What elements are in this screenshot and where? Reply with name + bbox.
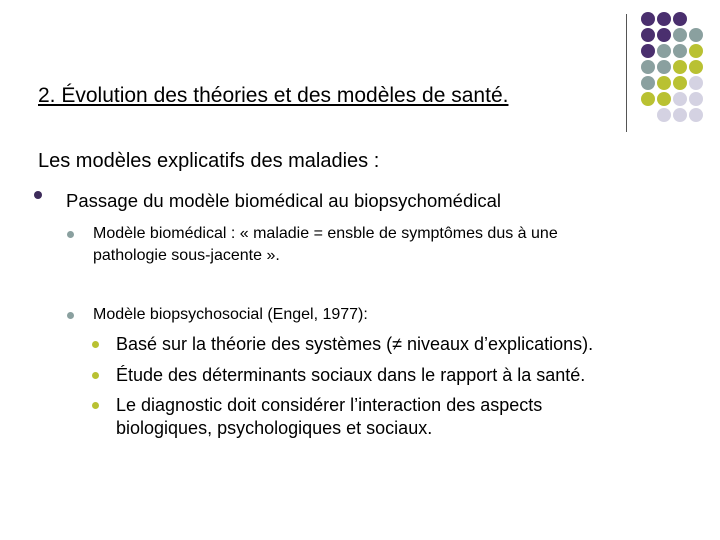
sub-bullet-text [93, 223, 558, 267]
decorative-dot [641, 60, 655, 74]
decorative-dot [689, 76, 703, 90]
slide-title: 2. Évolution des théories et des modèles de santé. [38, 84, 509, 107]
decorative-dot [673, 44, 687, 58]
slide-subtitle: Les modèles explicatifs des maladies : [38, 150, 380, 172]
decorative-dot [689, 92, 703, 106]
decorative-dot [657, 44, 671, 58]
sub-bullet-line: pathologie sous-jacente ». [93, 247, 280, 264]
sub-sub-bullet-dot [92, 402, 99, 409]
decorative-dot [689, 108, 703, 122]
decorative-dot [641, 28, 655, 42]
sub-bullet-line: Modèle biomédical : « maladie = ensble de symptômes dus à une [93, 225, 558, 242]
decorative-dot [689, 60, 703, 74]
decorative-dot [657, 12, 671, 26]
sub-bullet-dot [67, 312, 74, 319]
decorative-dot [641, 44, 655, 58]
sub-bullet-dot [67, 231, 74, 238]
decorative-dot [657, 76, 671, 90]
decorative-dot [641, 92, 655, 106]
decorative-divider [626, 14, 627, 132]
sub-sub-bullet-text: Étude des déterminants sociaux dans le rapport à la santé. [116, 365, 586, 385]
sub-sub-bullet-line: Le diagnostic doit considérer l’interaction des aspects [116, 395, 543, 415]
decorative-dot [673, 108, 687, 122]
bullet-text: Passage du modèle biomédical au biopsychomédical [66, 190, 502, 211]
sub-sub-bullet-dot [92, 341, 99, 348]
decorative-dot [673, 28, 687, 42]
sub-sub-bullet-text: Basé sur la théorie des systèmes (≠ niveaux d’explications). [116, 334, 594, 354]
sub-sub-bullet-dot [92, 372, 99, 379]
sub-sub-bullet-line: biologiques, psychologiques et sociaux. [116, 418, 433, 438]
decorative-dot [657, 28, 671, 42]
decorative-dot [657, 108, 671, 122]
decorative-dot [673, 92, 687, 106]
decorative-dot [657, 92, 671, 106]
decorative-dot [657, 60, 671, 74]
sub-sub-bullet-text [116, 394, 542, 440]
decorative-dot [673, 12, 687, 26]
decorative-dot [673, 76, 687, 90]
decorative-dot [689, 28, 703, 42]
decorative-dot [641, 12, 655, 26]
decorative-dot-grid [0, 0, 720, 140]
sub-bullet-text: Modèle biopsychosocial (Engel, 1977): [93, 306, 368, 323]
decorative-dot [641, 76, 655, 90]
decorative-dot [673, 60, 687, 74]
decorative-dot [689, 44, 703, 58]
bullet-dot [34, 191, 42, 199]
